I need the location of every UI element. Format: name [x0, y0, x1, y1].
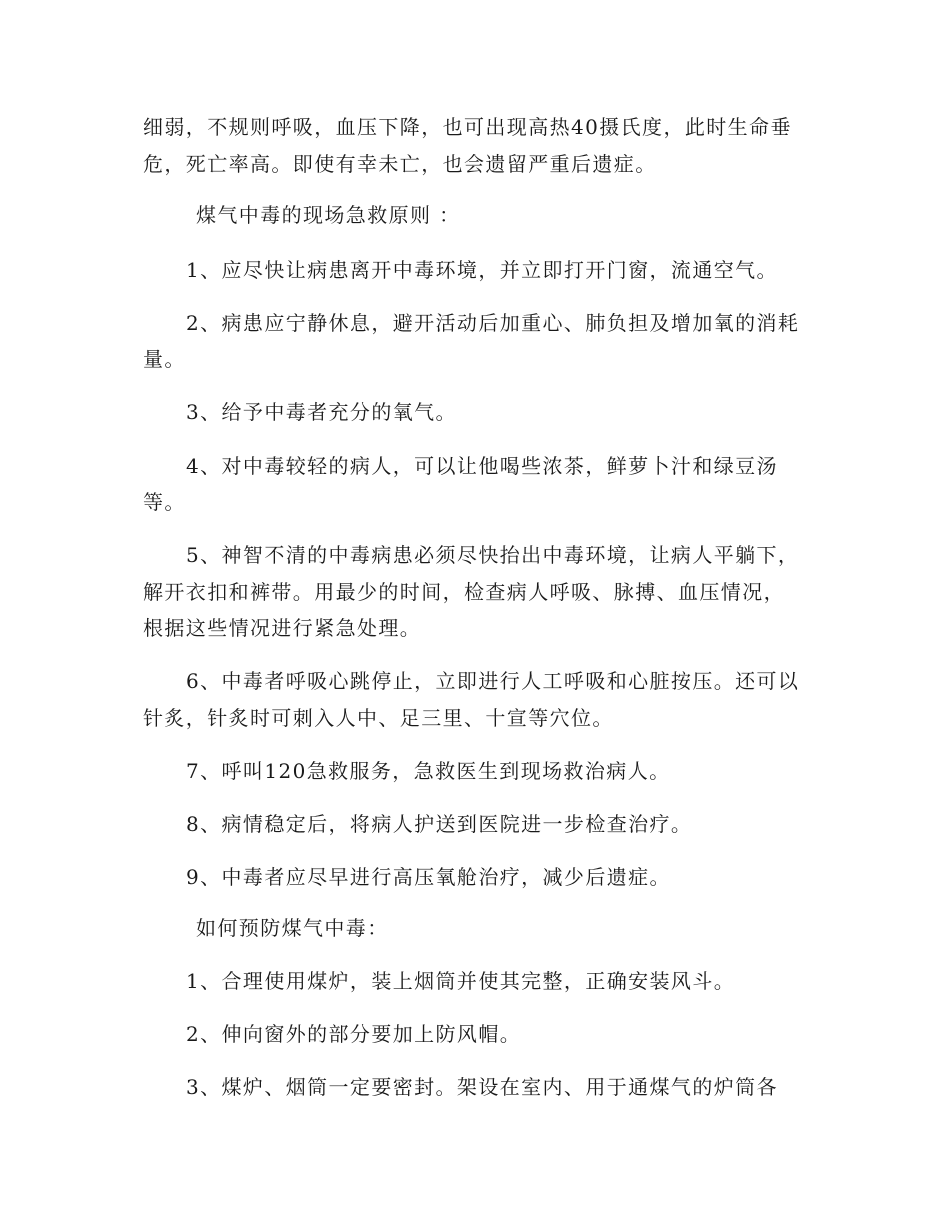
- paragraph-intro-line-2: 危，死亡率高。即使有幸未亡，也会遗留严重后遗症。: [143, 152, 657, 176]
- first-aid-item-9: 9、中毒者应尽早进行高压氧舱治疗，减少后遗症。: [186, 865, 671, 889]
- first-aid-item-6-line-1: 6、中毒者呼吸心跳停止，立即进行人工呼吸和心脏按压。还可以: [186, 669, 800, 693]
- first-aid-item-8: 8、病情稳定后，将病人护送到医院进一步检查治疗。: [186, 812, 693, 836]
- first-aid-item-5-line-2: 解开衣扣和裤带。用最少的时间，检查病人呼吸、脉搏、血压情况，: [143, 580, 785, 604]
- first-aid-item-3: 3、给予中毒者充分的氧气。: [186, 400, 457, 424]
- prevention-item-1: 1、合理使用煤炉，装上烟筒并使其完整，正确安装风斗。: [186, 969, 736, 993]
- first-aid-item-5-line-3: 根据这些情况进行紧急处理。: [143, 616, 422, 640]
- first-aid-item-1: 1、应尽快让病患离开中毒环境，并立即打开门窗，流通空气。: [186, 258, 778, 282]
- prevention-item-3-line-1: 3、煤炉、烟筒一定要密封。架设在室内、用于通煤气的炉筒各: [186, 1075, 778, 1099]
- first-aid-item-4-line-2: 等。: [143, 490, 186, 514]
- first-aid-item-5-line-1: 5、神智不清的中毒病患必须尽快抬出中毒环境，让病人平躺下，: [186, 543, 800, 567]
- section-heading-prevention: 如何预防煤气中毒：: [196, 916, 389, 940]
- section-heading-first-aid: 煤气中毒的现场急救原则 ：: [196, 203, 461, 227]
- first-aid-item-6-line-2: 针炙，针炙时可刺入人中、足三里、十宣等穴位。: [143, 706, 614, 730]
- first-aid-item-2-line-2: 量。: [143, 347, 186, 371]
- first-aid-item-4-line-1: 4、对中毒较轻的病人，可以让他喝些浓茶，鲜萝卜汁和绿豆汤: [186, 454, 778, 478]
- first-aid-item-7: 7、呼叫120急救服务，急救医生到现场救治病人。: [186, 759, 671, 783]
- paragraph-intro-line-1: 细弱，不规则呼吸，血压下降，也可出现高热40摄氏度，此时生命垂: [143, 115, 792, 139]
- first-aid-item-2-line-1: 2、病患应宁静休息，避开活动后加重心、肺负担及增加氧的消耗: [186, 311, 800, 335]
- prevention-item-2: 2、伸向窗外的部分要加上防风帽。: [186, 1022, 522, 1046]
